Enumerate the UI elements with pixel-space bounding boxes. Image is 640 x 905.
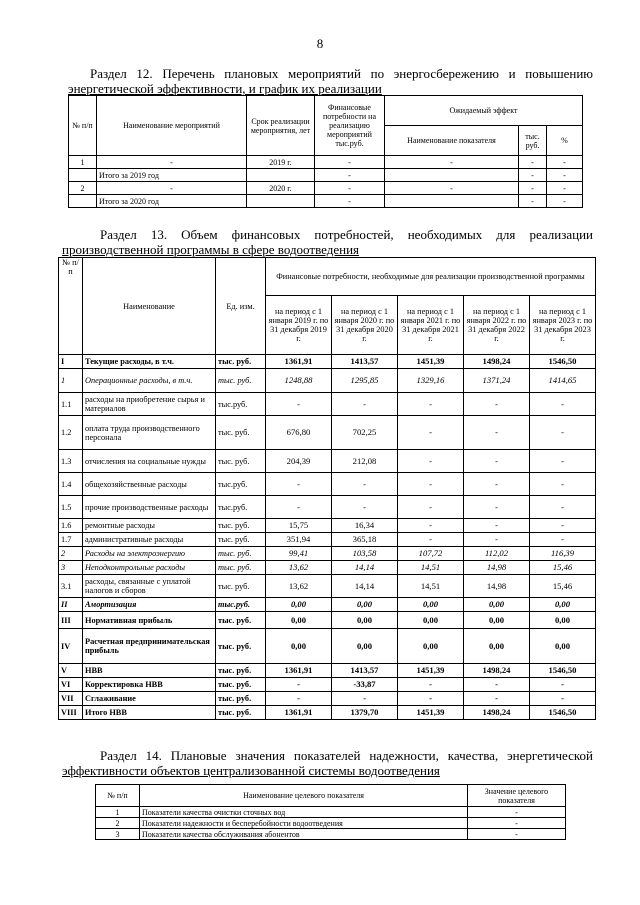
section13-heading-line2: производственной программы в сфере водоотведения (62, 242, 360, 257)
s13-row (59, 416, 596, 450)
s13-cell-value: 0,00 (530, 612, 596, 629)
s13-cell-value: 0,00 (530, 598, 596, 612)
s13-cell-unit: тыс. руб. (216, 706, 266, 720)
s13-cell-unit: тыс. руб. (216, 519, 266, 533)
s12-cell-pct: - (547, 182, 583, 195)
s13-cell-num: 1.5 (59, 496, 83, 519)
s13-cell-value: - (530, 473, 596, 496)
s12-cell-name: - (97, 156, 247, 169)
s13-cell-value: - (464, 692, 530, 706)
s13-cell-value: - (266, 496, 332, 519)
s12-cell-rub: - (519, 195, 547, 208)
s12-cell-rub: - (519, 182, 547, 195)
s12-cell-pct: - (547, 195, 583, 208)
s13-cell-value: 116,39 (530, 547, 596, 561)
s13-header-num: № п/п (59, 258, 83, 355)
s13-cell-name: прочие производственные расходы (83, 496, 216, 519)
s13-cell-num: 1.1 (59, 393, 83, 416)
s13-row (59, 598, 596, 612)
s13-cell-value: 14,51 (398, 575, 464, 598)
s13-cell-value: 1361,91 (266, 664, 332, 678)
s13-cell-value: 351,94 (266, 533, 332, 547)
s13-cell-name: Итого НВВ (83, 706, 216, 720)
s13-cell-num: V (59, 664, 83, 678)
s13-cell-num: 1 (59, 369, 83, 393)
s12-header-name: Наименование мероприятий (97, 96, 247, 156)
s12-row (69, 195, 583, 208)
s13-cell-value: 204,39 (266, 450, 332, 473)
s13-cell-num: 1.7 (59, 533, 83, 547)
s13-cell-unit: тыс.руб. (216, 393, 266, 416)
s14-cell-name: Показатели надежности и бесперебойности водоотведения (140, 818, 468, 829)
s13-cell-value: - (530, 450, 596, 473)
s12-header-effect: Ожидаемый эффект (385, 96, 583, 126)
s13-cell-name: Неподконтрольные расходы (83, 561, 216, 575)
section13-heading (62, 227, 593, 257)
s13-cell-value: 1361,91 (266, 706, 332, 720)
s13-cell-num: I (59, 355, 83, 369)
s13-cell-value: 1498,24 (464, 664, 530, 678)
s13-cell-unit: тыс. руб. (216, 612, 266, 629)
s13-row (59, 692, 596, 706)
s14-cell-num: 3 (96, 829, 140, 840)
s12-cell-finance: - (315, 156, 385, 169)
s13-header-name: Наименование (83, 258, 216, 355)
s13-row (59, 496, 596, 519)
s13-cell-num: 3 (59, 561, 83, 575)
s13-cell-unit: тыс. руб. (216, 450, 266, 473)
s13-cell-value: - (398, 533, 464, 547)
s13-cell-value: 0,00 (266, 629, 332, 664)
s13-cell-value: - (530, 533, 596, 547)
s13-cell-name: общехозяйственные расходы (83, 473, 216, 496)
section13-table (58, 257, 596, 720)
s12-cell-finance: - (315, 195, 385, 208)
s12-cell-num: 2 (69, 182, 97, 195)
s13-body (59, 355, 596, 720)
s13-cell-value: - (398, 473, 464, 496)
s12-cell-indicator (385, 169, 519, 182)
s13-cell-value: 1498,24 (464, 355, 530, 369)
s13-cell-value: - (398, 692, 464, 706)
s13-cell-unit: тыс. руб. (216, 533, 266, 547)
s13-cell-value: - (266, 393, 332, 416)
s13-cell-name: Нормативная прибыль (83, 612, 216, 629)
s13-cell-unit: тыс. руб. (216, 547, 266, 561)
s13-cell-value: 0,00 (332, 598, 398, 612)
s13-row (59, 664, 596, 678)
s13-header-period: на период с 1 января 2022 г. по 31 декабря 2022 г. (464, 296, 530, 355)
s12-cell-name: Итого за 2019 год (97, 169, 247, 182)
s13-row (59, 575, 596, 598)
s13-cell-unit: тыс.руб. (216, 473, 266, 496)
s13-cell-num: IV (59, 629, 83, 664)
s13-cell-unit: тыс.руб. (216, 598, 266, 612)
s13-cell-num: VIII (59, 706, 83, 720)
s14-header-value: Значение целевого показателя (468, 785, 566, 807)
s13-cell-value: - (464, 473, 530, 496)
s13-cell-value: 107,72 (398, 547, 464, 561)
s14-cell-num: 1 (96, 807, 140, 818)
s13-cell-value: - (266, 678, 332, 692)
s14-cell-value: - (468, 818, 566, 829)
s14-cell-name: Показатели качества очистки сточных вод (140, 807, 468, 818)
s13-cell-value: 676,80 (266, 416, 332, 450)
s13-cell-value: 1248,88 (266, 369, 332, 393)
s12-cell-pct: - (547, 156, 583, 169)
s13-cell-value: 702,25 (332, 416, 398, 450)
s13-cell-value: 1546,50 (530, 355, 596, 369)
s13-header-unit: Ед. изм. (216, 258, 266, 355)
s13-cell-value: 0,00 (464, 612, 530, 629)
s13-row (59, 561, 596, 575)
s13-row (59, 629, 596, 664)
s13-cell-value: 1371,24 (464, 369, 530, 393)
s13-cell-unit: тыс. руб. (216, 678, 266, 692)
s13-row (59, 355, 596, 369)
section12-table (68, 95, 583, 208)
s12-cell-num (69, 195, 97, 208)
s13-cell-value: 15,75 (266, 519, 332, 533)
s13-cell-value: - (464, 416, 530, 450)
s13-row (59, 450, 596, 473)
s13-cell-value: 0,00 (530, 629, 596, 664)
s12-cell-term (247, 169, 315, 182)
s13-cell-value: 1414,65 (530, 369, 596, 393)
s13-cell-value: 1546,50 (530, 706, 596, 720)
s13-cell-value: 14,51 (398, 561, 464, 575)
s13-cell-value: 1329,16 (398, 369, 464, 393)
s13-cell-value: 0,00 (266, 612, 332, 629)
s12-cell-num (69, 169, 97, 182)
s13-cell-name: административные расходы (83, 533, 216, 547)
section12-heading-line2: энергетической эффективности, и график их реализации (68, 81, 382, 96)
section14-table (95, 784, 566, 840)
s13-cell-unit: тыс. руб. (216, 692, 266, 706)
s12-header-finance: Финансовые потребности на реализацию мероприятий тыс.руб. (315, 96, 385, 156)
s13-cell-name: Операционные расходы, в т.ч. (83, 369, 216, 393)
s13-cell-value: - (332, 692, 398, 706)
s13-cell-name: Расходы на электроэнергию (83, 547, 216, 561)
s13-cell-value: 14,14 (332, 561, 398, 575)
s13-cell-name: Амортизация (83, 598, 216, 612)
s13-header-period: на период с 1 января 2019 г. по 31 декабря 2019 г. (266, 296, 332, 355)
s13-cell-unit: тыс. руб. (216, 629, 266, 664)
s13-cell-value: - (530, 393, 596, 416)
page-number: 8 (316, 36, 324, 51)
s13-cell-num: VII (59, 692, 83, 706)
s13-cell-value: - (332, 473, 398, 496)
s13-row (59, 533, 596, 547)
s13-cell-value: 0,00 (398, 612, 464, 629)
s13-cell-value: 1498,24 (464, 706, 530, 720)
s13-cell-name: оплата труда производственного персонала (83, 416, 216, 450)
s13-cell-name: отчисления на социальные нужды (83, 450, 216, 473)
s13-cell-name: расходы на приобретение сырья и материалов (83, 393, 216, 416)
s13-cell-value: - (266, 473, 332, 496)
s13-cell-unit: тыс.руб. (216, 496, 266, 519)
s13-cell-value: 0,00 (398, 629, 464, 664)
s14-row (96, 818, 566, 829)
s13-row (59, 678, 596, 692)
s13-cell-name: ремонтные расходы (83, 519, 216, 533)
s13-cell-unit: тыс. руб. (216, 561, 266, 575)
s13-cell-value: 0,00 (464, 629, 530, 664)
s13-row (59, 519, 596, 533)
s13-cell-value: 1413,57 (332, 355, 398, 369)
s13-row (59, 393, 596, 416)
s12-cell-finance: - (315, 182, 385, 195)
s12-cell-indicator (385, 195, 519, 208)
s13-cell-value: - (530, 496, 596, 519)
s13-cell-value: 112,02 (464, 547, 530, 561)
s12-cell-indicator: - (385, 182, 519, 195)
s12-header-num: № п/п (69, 96, 97, 156)
s13-cell-unit: тыс. руб. (216, 664, 266, 678)
s13-cell-name: расходы, связанные с уплатой налогов и сборов (83, 575, 216, 598)
s13-cell-num: 2 (59, 547, 83, 561)
s12-header-indicator: Наименование показателя (385, 126, 519, 156)
s13-cell-value: 103,58 (332, 547, 398, 561)
s14-cell-value: - (468, 829, 566, 840)
s13-cell-name: Текущие расходы, в т.ч. (83, 355, 216, 369)
s12-cell-rub: - (519, 169, 547, 182)
s13-cell-value: - (464, 450, 530, 473)
section14-heading-line1: Раздел 14. Плановые значения показателей надежности, качества, энергетической (100, 748, 593, 763)
s13-cell-num: 1.6 (59, 519, 83, 533)
s12-cell-pct: - (547, 169, 583, 182)
s12-cell-term: 2020 г. (247, 182, 315, 195)
s14-header-num: № п/п (96, 785, 140, 807)
s13-cell-value: - (266, 692, 332, 706)
s12-header-pct: % (547, 126, 583, 156)
s13-cell-value: 212,08 (332, 450, 398, 473)
s13-cell-num: 1.4 (59, 473, 83, 496)
s12-cell-term: 2019 г. (247, 156, 315, 169)
s13-cell-name: Корректировка НВВ (83, 678, 216, 692)
s13-cell-value: - (398, 519, 464, 533)
s13-header-period: на период с 1 января 2020 г. по 31 декабря 2020 г. (332, 296, 398, 355)
s13-cell-value: 15,46 (530, 575, 596, 598)
s13-cell-value: - (530, 678, 596, 692)
s14-row (96, 829, 566, 840)
s12-cell-rub: - (519, 156, 547, 169)
s13-cell-value: 1295,85 (332, 369, 398, 393)
s13-cell-num: 3.1 (59, 575, 83, 598)
s13-cell-value: 14,14 (332, 575, 398, 598)
s13-cell-value: - (530, 416, 596, 450)
s13-cell-num: VI (59, 678, 83, 692)
s13-cell-value: 365,18 (332, 533, 398, 547)
s13-cell-value: - (398, 416, 464, 450)
s13-cell-value: 1546,50 (530, 664, 596, 678)
s13-cell-value: - (398, 450, 464, 473)
s13-cell-value: 1379,70 (332, 706, 398, 720)
s13-cell-value: 0,00 (332, 612, 398, 629)
s12-cell-finance: - (315, 169, 385, 182)
s14-cell-value: - (468, 807, 566, 818)
s13-cell-value: 1451,39 (398, 706, 464, 720)
s13-header-finance: Финансовые потребности, необходимые для реализации производственной программы (266, 258, 596, 296)
s13-cell-value: 1413,57 (332, 664, 398, 678)
s14-cell-name: Показатели качества обслуживания абонентов (140, 829, 468, 840)
s13-cell-value: 14,98 (464, 575, 530, 598)
s13-cell-value: 15,46 (530, 561, 596, 575)
s13-row (59, 369, 596, 393)
s13-cell-value: - (332, 393, 398, 416)
s12-row (69, 156, 583, 169)
s13-cell-unit: тыс. руб. (216, 416, 266, 450)
s12-cell-num: 1 (69, 156, 97, 169)
s13-cell-value: -33,87 (332, 678, 398, 692)
s13-cell-value: 0,00 (332, 629, 398, 664)
s13-cell-value: - (464, 393, 530, 416)
s13-cell-num: 1.2 (59, 416, 83, 450)
s13-cell-value: 14,98 (464, 561, 530, 575)
s13-cell-value: - (464, 678, 530, 692)
s13-cell-value: - (398, 393, 464, 416)
s12-cell-indicator: - (385, 156, 519, 169)
s13-cell-name: Расчетная предпринимательская прибыль (83, 629, 216, 664)
s14-header-name: Наименование целевого показателя (140, 785, 468, 807)
s13-cell-num: II (59, 598, 83, 612)
s13-cell-num: 1.3 (59, 450, 83, 473)
s12-cell-name: - (97, 182, 247, 195)
section14-heading-line2: эффективности объектов централизованной системы водоотведения (62, 763, 440, 778)
s14-row (96, 807, 566, 818)
s12-header-rub: тыс. руб. (519, 126, 547, 156)
s13-cell-unit: тыс. руб. (216, 369, 266, 393)
s13-cell-value: - (530, 519, 596, 533)
s12-cell-term (247, 195, 315, 208)
s13-cell-value: 16,34 (332, 519, 398, 533)
section14-heading (62, 748, 593, 778)
s13-cell-unit: тыс. руб. (216, 575, 266, 598)
s13-cell-value: - (464, 496, 530, 519)
s13-cell-value: 13,62 (266, 561, 332, 575)
section12-heading (68, 66, 593, 96)
s13-cell-num: III (59, 612, 83, 629)
s13-cell-unit: тыс. руб. (216, 355, 266, 369)
s13-row (59, 473, 596, 496)
s13-cell-value: 99,41 (266, 547, 332, 561)
s13-cell-value: - (464, 519, 530, 533)
s13-row (59, 612, 596, 629)
s13-cell-value: 13,62 (266, 575, 332, 598)
s13-cell-value: - (530, 692, 596, 706)
s13-header-period: на период с 1 января 2021 г. по 31 декабря 2021 г. (398, 296, 464, 355)
s13-cell-value: 1451,39 (398, 355, 464, 369)
s13-header-period: на период с 1 января 2023 г. по 31 декабря 2023 г. (530, 296, 596, 355)
s12-row (69, 182, 583, 195)
section13-heading-line1: Раздел 13. Объем финансовых потребностей, необходимых для реализации (100, 227, 593, 242)
s13-cell-value: - (398, 496, 464, 519)
s13-cell-name: Сглаживание (83, 692, 216, 706)
s12-cell-name: Итого за 2020 год (97, 195, 247, 208)
s13-cell-value: 0,00 (266, 598, 332, 612)
s13-row (59, 547, 596, 561)
s13-cell-value: - (464, 533, 530, 547)
s13-cell-value: - (398, 678, 464, 692)
s13-cell-value: - (332, 496, 398, 519)
s13-row (59, 706, 596, 720)
s14-cell-num: 2 (96, 818, 140, 829)
s13-cell-value: 1451,39 (398, 664, 464, 678)
s13-cell-value: 1361,91 (266, 355, 332, 369)
s13-cell-value: 0,00 (464, 598, 530, 612)
s12-row (69, 169, 583, 182)
section12-heading-line1: Раздел 12. Перечень плановых мероприятий по энергосбережению и повышению (90, 66, 593, 81)
s12-header-term: Срок реализации мероприятия, лет (247, 96, 315, 156)
s13-cell-name: НВВ (83, 664, 216, 678)
s13-cell-value: 0,00 (398, 598, 464, 612)
